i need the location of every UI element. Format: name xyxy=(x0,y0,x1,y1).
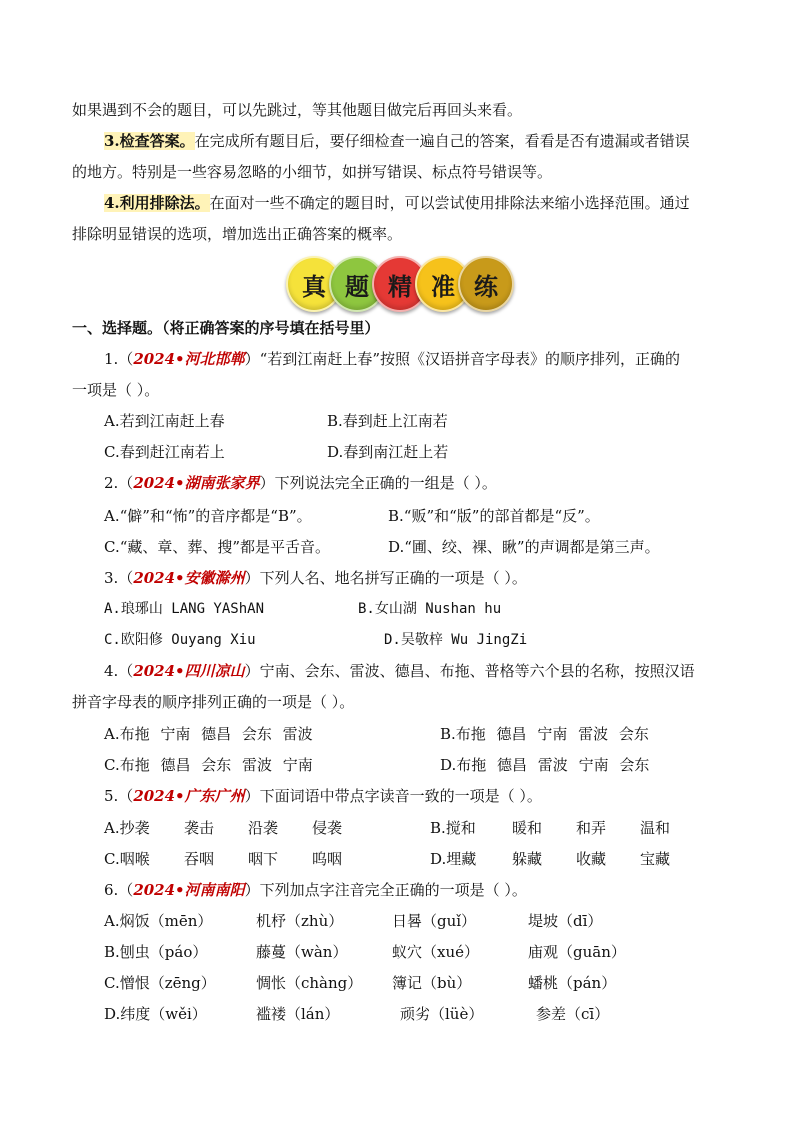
banner-badge: 准 xyxy=(415,256,471,312)
q3-option-a[interactable]: A.琅琊山 LANG YAShAN xyxy=(104,601,265,617)
source-tag: 2024•河南南阳 xyxy=(133,881,245,899)
question-2-stem: 2.（2024•湖南张家界）下列说法完全正确的一组是（ ）。 xyxy=(104,474,497,492)
q2-option-c[interactable]: C.“藏、章、葬、搜”都是平舌音。 xyxy=(104,538,331,556)
q3-option-b[interactable]: B.女山湖 Nushan hu xyxy=(358,601,502,617)
question-4-stem: 4.（2024•四川凉山）宁南、会东、雷波、德昌、布拖、普格等六个县的名称，按照汉语 xyxy=(104,662,695,680)
question-5-stem: 5.（2024•广东广州）下面词语中带点字读音一致的一项是（ ）。 xyxy=(104,787,542,805)
q2-option-d[interactable]: D.“圃、绞、裸、瞅”的声调都是第三声。 xyxy=(388,538,660,556)
q4-option-c[interactable]: C.布拖 德昌 会东 雷波 宁南 xyxy=(104,756,313,774)
source-tag: 2024•四川凉山 xyxy=(133,662,245,680)
q4-option-d[interactable]: D.布拖 德昌 雷波 宁南 会东 xyxy=(440,756,650,774)
section-title: 一、选择题。（将正确答案的序号填在括号里） xyxy=(72,319,380,337)
banner-badge: 题 xyxy=(329,256,385,312)
practice-banner xyxy=(286,252,510,312)
source-tag: 2024•湖南张家界 xyxy=(133,474,260,492)
question-6-stem: 6.（2024•河南南阳）下列加点字注音完全正确的一项是（ ）。 xyxy=(104,881,527,899)
q3-option-d[interactable]: D.吴敬梓 Wu JingZi xyxy=(384,632,528,648)
question-1-stem-2: 一项是（ ）。 xyxy=(72,381,160,399)
q2-option-b[interactable]: B.“贩”和“版”的部首都是“反”。 xyxy=(388,507,600,525)
q4-option-a[interactable]: A.布拖 宁南 德昌 会东 雷波 xyxy=(104,725,313,743)
source-tag: 2024•安徽滁州 xyxy=(133,569,245,587)
tip-4-line-2: 排除明显错误的选项，增加选出正确答案的概率。 xyxy=(72,225,403,243)
q2-option-a[interactable]: A.“僻”和“怖”的音序都是“B”。 xyxy=(104,507,312,525)
source-tag: 2024•河北邯郸 xyxy=(133,350,245,368)
tip-4-title: 4.利用排除法。 xyxy=(104,194,210,212)
q3-option-c[interactable]: C.欧阳修 Ouyang Xiu xyxy=(104,632,256,648)
tip-4 xyxy=(104,193,690,213)
tip-3-line-2: 的地方。特别是一些容易忽略的小细节，如拼写错误、标点符号错误等。 xyxy=(72,163,553,181)
q4-option-b[interactable]: B.布拖 德昌 宁南 雷波 会东 xyxy=(440,725,649,743)
tip-4-text: 在面对一些不确定的题目时，可以尝试使用排除法来缩小选择范围。通过 xyxy=(209,194,690,212)
source-tag: 2024•广东广州 xyxy=(133,787,245,805)
tip-3-title: 3.检查答案。 xyxy=(104,132,195,150)
question-3-stem: 3.（2024•安徽滁州）下列人名、地名拼写正确的一项是（ ）。 xyxy=(104,569,527,587)
q1-option-a[interactable]: A.若到江南赶上春 xyxy=(104,412,225,430)
q1-option-b[interactable]: B.春到赶上江南若 xyxy=(327,412,448,430)
question-4-stem-2: 拼音字母表的顺序排列正确的一项是（ ）。 xyxy=(72,693,355,711)
banner-badge: 精 xyxy=(372,256,428,312)
banner-badge: 真 xyxy=(286,256,342,312)
question-1-stem: 1.（2024•河北邯郸）“若到江南赶上春”按照《汉语拼音字母表》的顺序排列，正确的 xyxy=(104,350,680,368)
q1-option-d[interactable]: D.春到南江赶上若 xyxy=(327,443,449,461)
q1-option-c[interactable]: C.春到赶江南若上 xyxy=(104,443,225,461)
banner-badge: 练 xyxy=(458,256,514,312)
tip-3 xyxy=(104,131,690,151)
tip-3-text: 在完成所有题目后，要仔细检查一遍自己的答案，看看是否有遗漏或者错误 xyxy=(194,132,690,150)
intro-line-1: 如果遇到不会的题目，可以先跳过，等其他题目做完后再回头来看。 xyxy=(72,101,523,119)
